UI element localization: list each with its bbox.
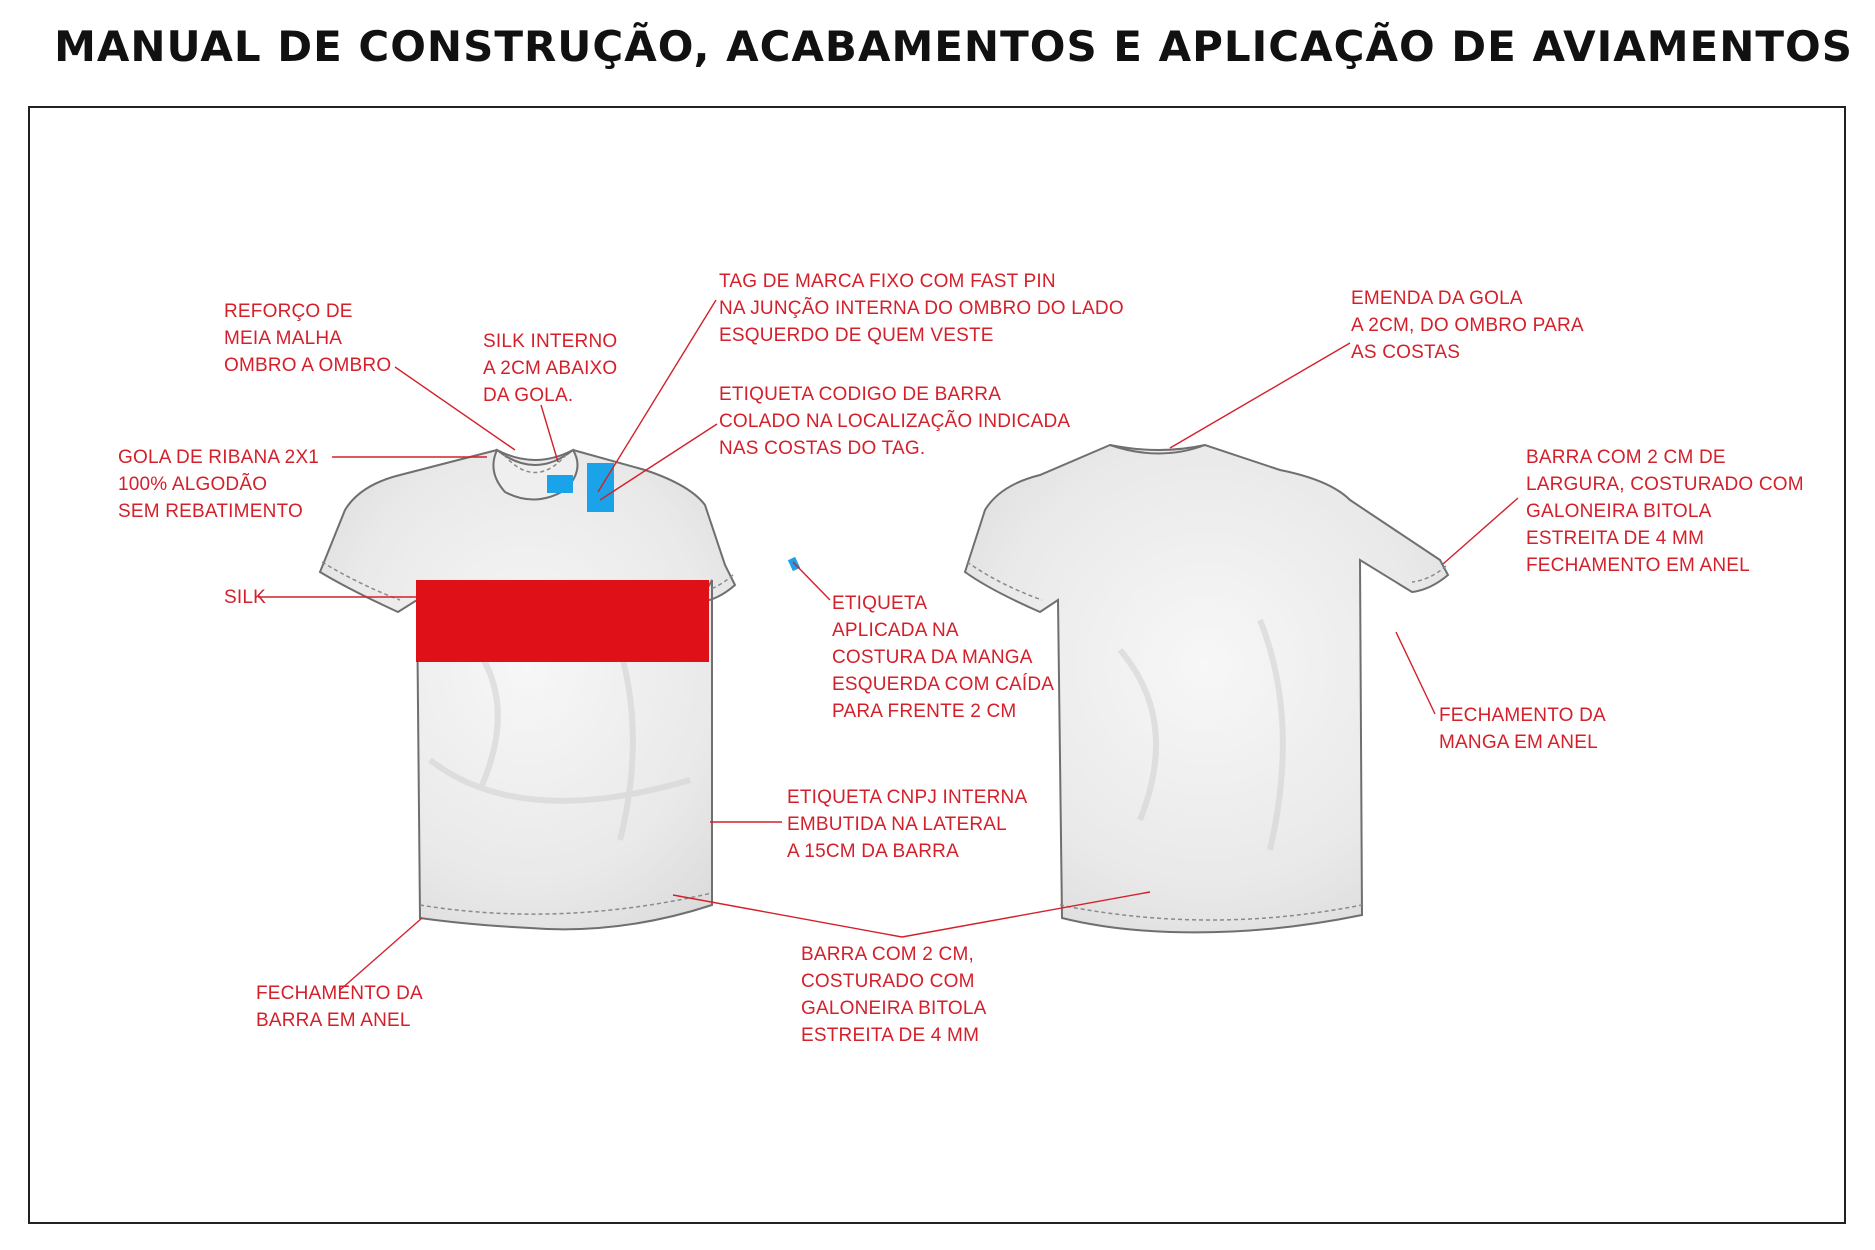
front-tshirt <box>320 450 800 929</box>
silk-print-area <box>416 580 709 662</box>
note-tag-marca: TAG DE MARCA FIXO COM FAST PIN NA JUNÇÃO INTERNA DO OMBRO DO LADO ESQUERDO DE QUEM VESTE <box>719 271 1124 346</box>
note-silk-interno: SILK INTERNO A 2CM ABAIXO DA GOLA. <box>483 331 618 406</box>
silk-interno-tag <box>547 475 573 493</box>
note-barra-2cm: BARRA COM 2 CM, COSTURADO COM GALONEIRA BITOLA ESTREITA DE 4 MM <box>801 944 987 1046</box>
note-emenda-gola: EMENDA DA GOLA A 2CM, DO OMBRO PARA AS COSTAS <box>1351 288 1584 363</box>
note-reforco-meia-malha: REFORÇO DE MEIA MALHA OMBRO A OMBRO <box>224 301 392 376</box>
note-gola-ribana: GOLA DE RIBANA 2X1 100% ALGODÃO SEM REBATIMENTO <box>118 447 320 522</box>
note-barra-manga: BARRA COM 2 CM DE LARGURA, COSTURADO COM GALONEIRA BITOLA ESTREITA DE 4 MM FECHAMENTO EM ANEL <box>1526 447 1804 576</box>
page-title: MANUAL DE CONSTRUÇÃO, ACABAMENTOS E APLICAÇÃO DE AVIAMENTOS <box>54 22 1853 71</box>
front-body <box>320 450 735 929</box>
note-etiqueta-manga: ETIQUETA APLICADA NA COSTURA DA MANGA ESQUERDA COM CAÍDA PARA FRENTE 2 CM <box>832 593 1055 722</box>
note-fechamento-manga: FECHAMENTO DA MANGA EM ANEL <box>1439 705 1606 753</box>
note-etiqueta-cnpj: ETIQUETA CNPJ INTERNA EMBUTIDA NA LATERAL A 15CM DA BARRA <box>787 787 1028 862</box>
note-fechamento-barra: FECHAMENTO DA BARRA EM ANEL <box>256 983 423 1031</box>
note-silk: SILK <box>224 587 266 608</box>
note-etiqueta-codigo-barra: ETIQUETA CODIGO DE BARRA COLADO NA LOCALIZAÇÃO INDICADA NAS COSTAS DO TAG. <box>719 384 1071 459</box>
